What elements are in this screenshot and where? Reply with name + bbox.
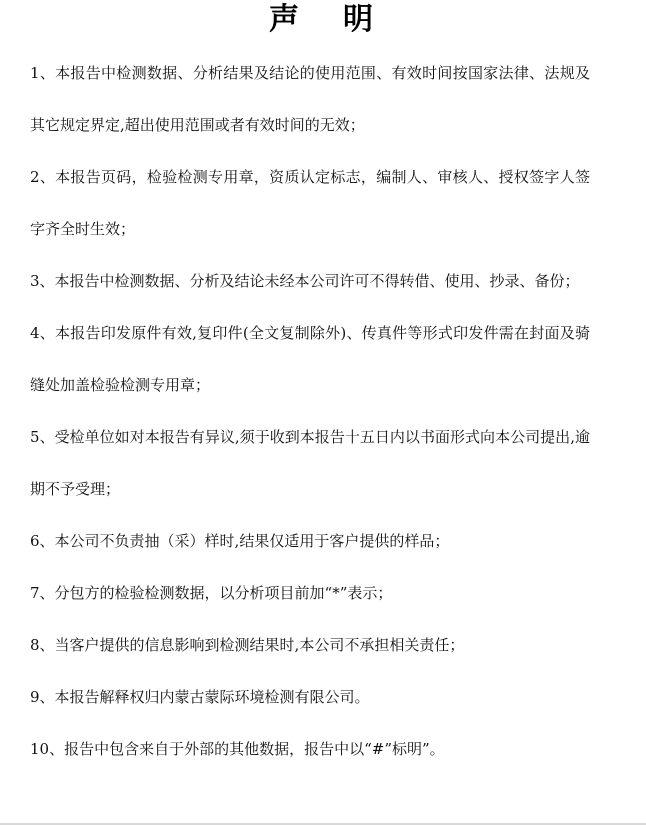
statement-text: 4、本报告印发原件有效,复印件(全文复制除外)、传真件等形式印发件需在封面及骑缝处加盖检验检测专用章； (30, 324, 590, 394)
statement-item-6 (30, 515, 590, 567)
statement-text: 7、分包方的检验检测数据，以分析项目前加“*”表示； (30, 584, 393, 602)
statement-item-4 (30, 307, 590, 411)
statement-item-9 (30, 671, 590, 723)
statement-item-7 (30, 567, 590, 619)
statement-item-2 (30, 151, 590, 255)
statement-list (30, 47, 590, 775)
statement-text: 6、本公司不负责抽（采）样时,结果仅适用于客户提供的样品； (30, 532, 450, 550)
statement-item-10 (30, 723, 590, 775)
page-title: 声明 (269, 2, 417, 37)
statement-item-5 (30, 411, 590, 515)
statement-text: 3、本报告中检测数据、分析及结论未经本公司许可不得转借、使用、抄录、备份； (30, 272, 580, 290)
statement-text: 9、本报告解释权归内蒙古蒙际环境检测有限公司。 (30, 688, 370, 706)
statement-item-1 (30, 47, 590, 151)
statement-item-3 (30, 255, 590, 307)
statement-text: 2、本报告页码，检验检测专用章，资质认定标志，编制人、审核人、授权签字人签字齐全时生效； (30, 168, 590, 238)
statement-text: 1、本报告中检测数据、分析结果及结论的使用范围、有效时间按国家法律、法规及其它规定界定,超出使用范围或者有效时间的无效； (30, 64, 590, 134)
statement-text: 8、当客户提供的信息影响到检测结果时,本公司不承担相关责任； (30, 636, 465, 654)
statement-item-8 (30, 619, 590, 671)
statement-text: 5、受检单位如对本报告有异议,须于收到本报告十五日内以书面形式向本公司提出,逾期不予受理； (30, 428, 590, 498)
statement-text: 10、报告中包含来自于外部的其他数据，报告中以“#”标明”。 (30, 740, 445, 758)
